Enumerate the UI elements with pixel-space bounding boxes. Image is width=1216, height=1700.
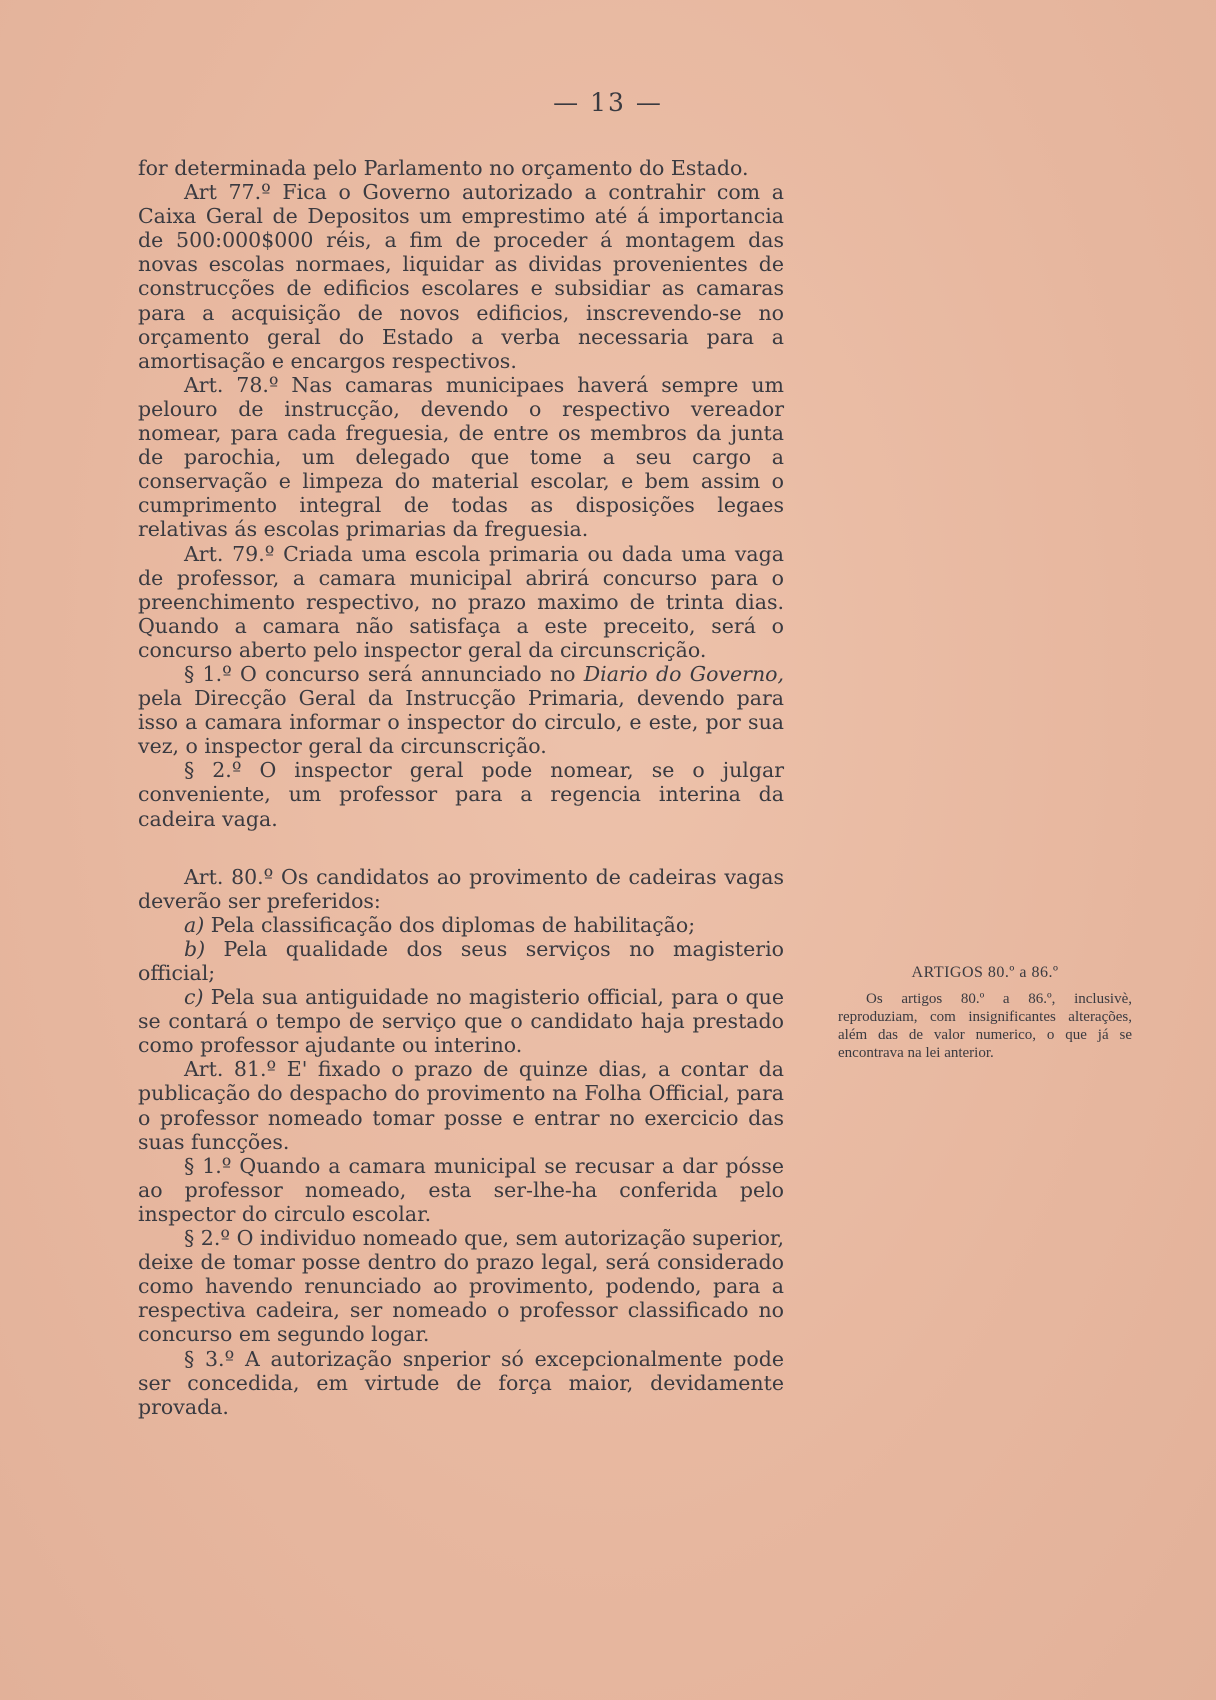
- article-78: Art. 78.º Nas camaras municipaes haverá sempre um pelouro de instrucção, devendo o respectivo vereador nomear, para cada freguesia, de entre os membros da junta de parochia, um delegado que tome a seu cargo a conservação e limpeza do material escolar, e bem assim o cumprimento integral de todas as disposições legaes relativas ás escolas primarias da freguesia.: [138, 372, 784, 542]
- article-80-item-a: [138, 913, 784, 937]
- article-81-paragraph-2: § 2.º O individuo nomeado que, sem autorização superior, deixe de tomar posse dentro do prazo legal, será considerado como havendo renunciado ao provimento, podendo, para a respectiva cadeira, ser nomeado o professor classificado no concurso em segundo logar.: [138, 1226, 784, 1347]
- publication-name: Diario do Governo,: [583, 661, 785, 686]
- article-81-paragraph-3: § 3.º A autorização snperior só excepcionalmente pode ser concedida, em virtude de força maior, devidamente provada.: [138, 1346, 784, 1419]
- item-text: Pela classificação dos diplomas de habilitação;: [204, 912, 696, 937]
- paragraph-continuation: for determinada pelo Parlamento no orçamento do Estado.: [138, 156, 749, 180]
- margin-note: [838, 964, 1132, 1062]
- article-79-paragraph-1: [138, 662, 784, 758]
- item-letter: a): [184, 912, 205, 937]
- paragraph-text: pela Direcção Geral da Instrucção Primaria, devendo para isso a camara informar o inspector do circulo, e este, por sua vez, o inspector geral da circunscrição.: [138, 686, 784, 759]
- article-81-paragraph-1: § 1.º Quando a camara municipal se recusar a dar pósse ao professor nomeado, esta ser-lhe-ha conferida pelo inspector do circulo escolar.: [138, 1153, 784, 1226]
- margin-note-title: ARTIGOS 80.º a 86.º: [911, 964, 1059, 981]
- article-77: Art 77.º Fica o Governo autorizado a contrahir com a Caixa Geral de Depositos um emprestimo até á importancia de 500:000$000 réis, a fim de proceder á montagem das novas escolas normaes, liquidar as dividas provenientes de construcções de edificios escolares e subsidiar as camaras para a acquisição de novos edificios, inscrevendo-se no orçamento geral do Estado a verba necessaria para a amortisação e encargos respectivos.: [138, 180, 784, 373]
- item-letter: c): [184, 985, 204, 1010]
- article-79-paragraph-2: § 2.º O inspector geral pode nomear, se o julgar conveniente, um professor para a regencia interina da cadeira vaga.: [138, 758, 784, 831]
- item-text: Pela qualidade dos seus serviços no magisterio official;: [138, 936, 784, 985]
- main-text-column: [138, 156, 784, 1419]
- article-81: Art. 81.º E' fixado o prazo de quinze dias, a contar da publicação do despacho do provimento na Folha Official, para o professor nomeado tomar posse e entrar no exercicio das suas funcções.: [138, 1057, 784, 1154]
- page-number: — 13 —: [553, 88, 663, 117]
- article-79: Art. 79.º Criada uma escola primaria ou dada uma vaga de professor, a camara municipal abrirá concurso para o preenchimento respectivo, no prazo maximo de trinta dias. Quando a camara não satisfaça a este preceito, será o concurso aberto pelo inspector geral da circunscrição.: [138, 541, 784, 662]
- item-letter: b): [184, 936, 206, 961]
- margin-note-text: Os artigos 80.º a 86.º, inclusivè, reproduziam, com insignificantes alterações, além das de valor numerico, o que já se encontrava na lei anterior.: [838, 991, 1132, 1061]
- article-80: Art. 80.º Os candidatos ao provimento de cadeiras vagas deverão ser preferidos:: [138, 864, 784, 913]
- item-text: Pela sua antiguidade no magisterio official, para o que se contará o tempo de serviço que o candidato haja prestado como professor ajudante ou interino.: [138, 985, 784, 1058]
- article-80-item-c: [138, 985, 784, 1057]
- article-80-item-b: [138, 937, 784, 985]
- paragraph-text: § 1.º O concurso será annunciado no: [184, 661, 584, 686]
